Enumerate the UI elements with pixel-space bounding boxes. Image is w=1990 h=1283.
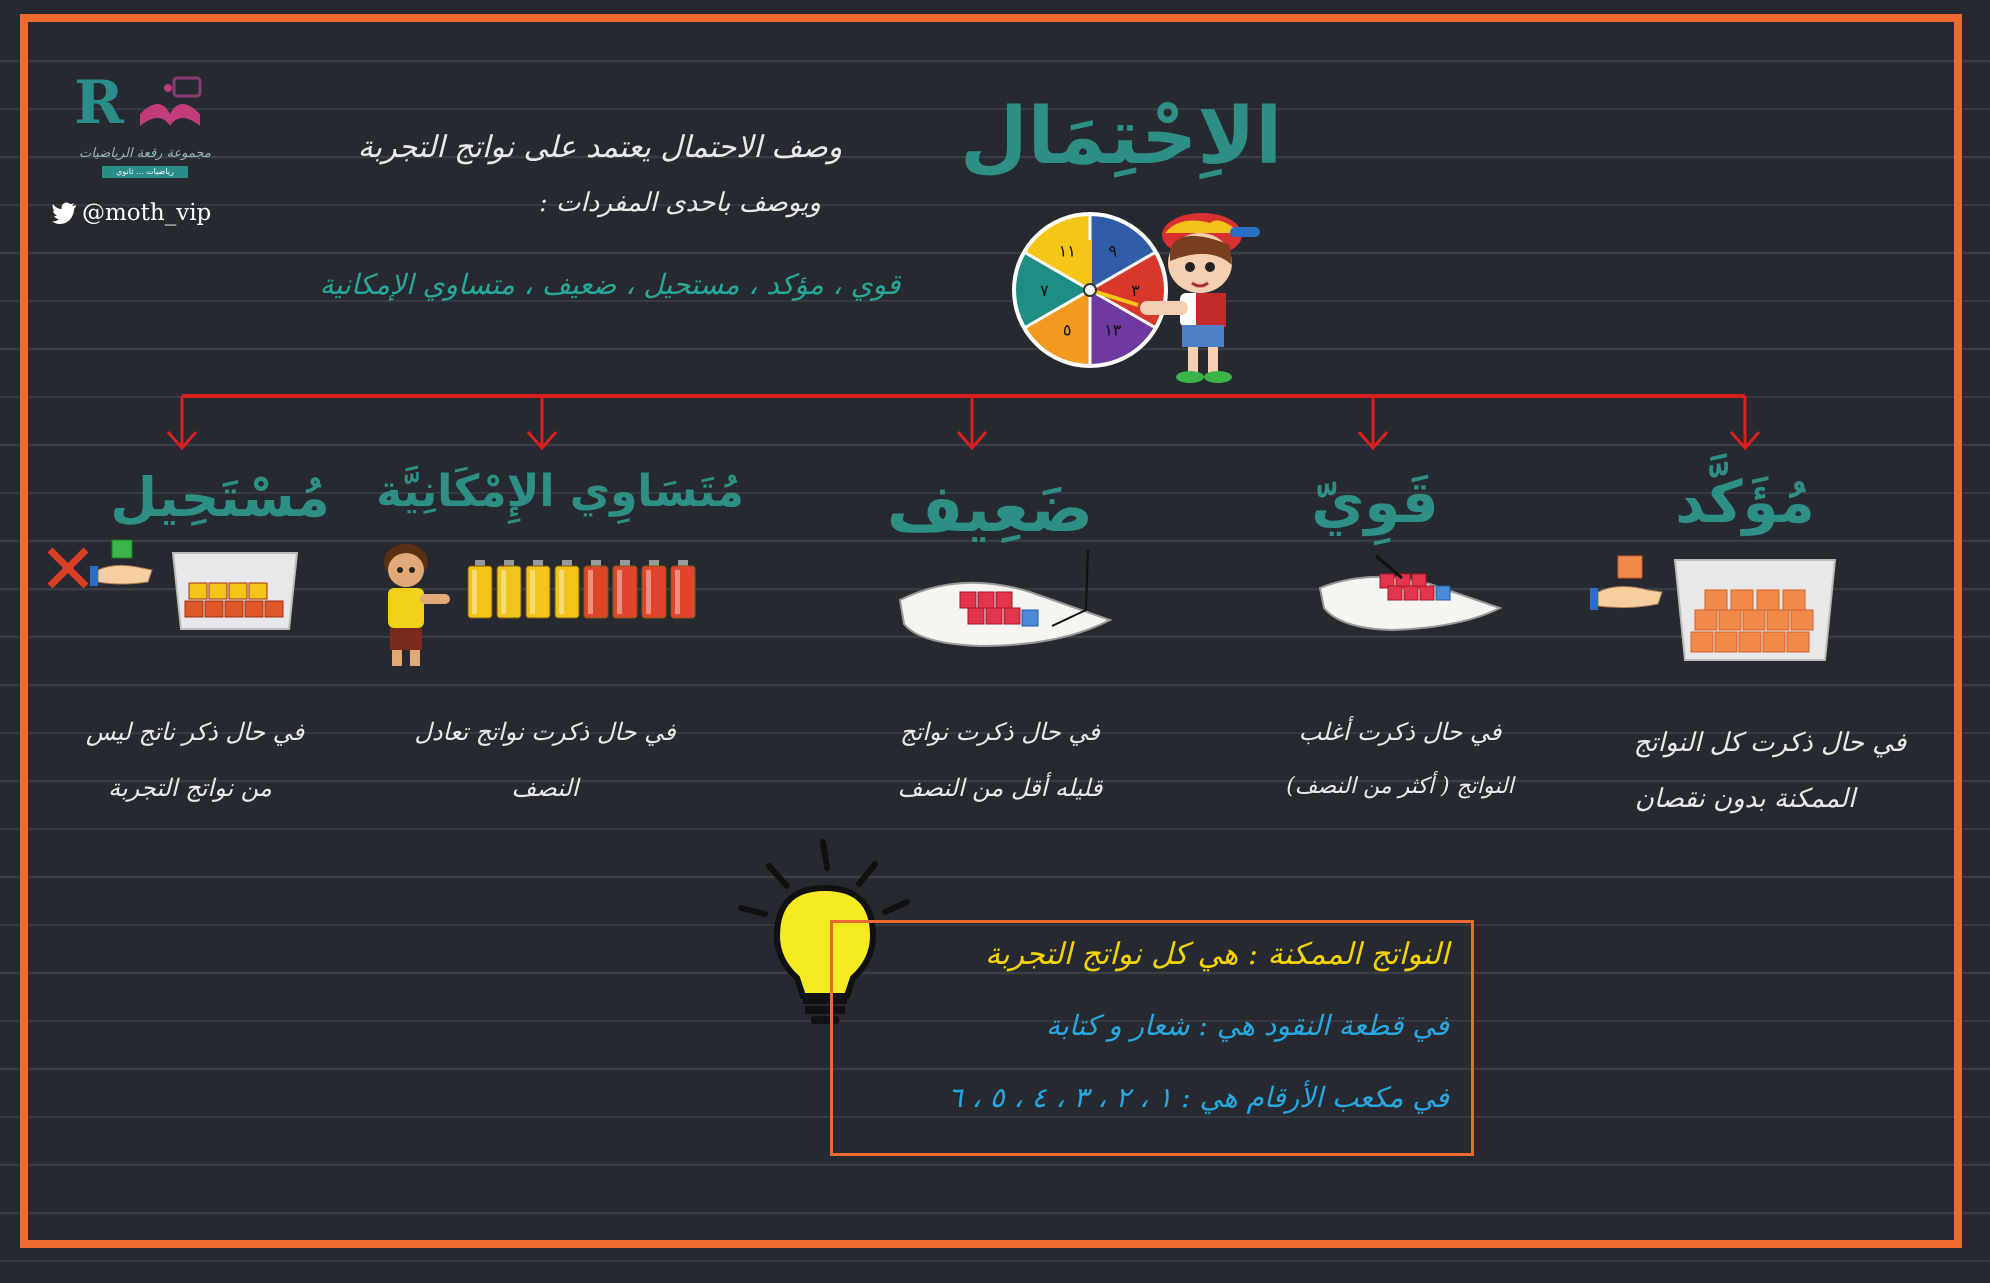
arrow-equal <box>528 396 556 448</box>
certain-hand-cube-icon <box>1588 552 1668 622</box>
twitter-bird-icon <box>52 202 78 224</box>
spinner-sector-label: ٣ <box>1131 281 1140 300</box>
impossible-hand-cube-icon <box>90 536 156 596</box>
category-desc-weak-line2: قليله أقل من النصف <box>897 774 1103 802</box>
battery <box>526 566 550 618</box>
category-desc-certain-line1: في حال ذكرت كل النواتج <box>1633 728 1907 758</box>
certain-bag-image <box>1665 550 1845 670</box>
spinner-sector-label: ٥ <box>1062 320 1072 340</box>
batteries-image <box>464 558 704 622</box>
category-title-equal: مُتَسَاوِي الإِمْكَانِيَّة <box>376 466 744 517</box>
category-desc-certain-line2: الممكنة بدون نقصان <box>1634 784 1856 814</box>
battery <box>555 566 579 618</box>
spinner-sector-label: ١١ <box>1058 241 1076 261</box>
twitter-handle <box>52 200 211 226</box>
weak-hand-cubes-image <box>890 540 1120 670</box>
boy-character-image <box>372 540 452 670</box>
note-line-1: النواتج الممكنة : هي كل نواتج التجربة <box>985 937 1449 972</box>
category-desc-impossible-line2: من نواتج التجربة <box>108 774 272 802</box>
arrow-strong <box>1359 396 1387 448</box>
arrow-certain <box>1731 396 1759 448</box>
category-desc-equal-line1: في حال ذكرت نواتج تعادل <box>414 718 676 746</box>
category-desc-strong-line1: في حال ذكرت أغلب <box>1298 718 1502 746</box>
girl-character-image <box>1140 205 1270 385</box>
strong-hand-cubes-image <box>1310 548 1510 648</box>
x-mark-icon <box>46 546 90 590</box>
battery <box>642 566 666 618</box>
intro-line-2: ويوصف باحدى المفردات : <box>539 188 821 218</box>
spinner-sector-label: ١٣ <box>1104 320 1122 340</box>
battery <box>671 566 695 618</box>
category-title-impossible: مُسْتَحِيل <box>110 466 330 529</box>
logo-badge: رياضيات ... ثانوي <box>102 166 188 178</box>
logo <box>70 68 220 178</box>
note-line-2: في قطعة النقود هي : شعار و كتابة <box>1046 1009 1449 1042</box>
note-line-3: في مكعب الأرقام هي : ١ ، ٢ ، ٣ ، ٤ ، ٥ ، ٦ <box>947 1081 1449 1114</box>
spinner-sector-label: ٩ <box>1108 241 1118 261</box>
category-title-certain: مُؤَكَّد <box>1675 468 1815 536</box>
category-title-strong: قَوِيّ <box>1311 468 1439 536</box>
spinner-sector-label: ٧ <box>1040 281 1049 300</box>
battery <box>468 566 492 618</box>
logo-books-icon <box>130 74 210 134</box>
battery <box>584 566 608 618</box>
category-desc-equal-line2: النصف <box>511 774 579 802</box>
category-title-weak: ضَعِيف <box>886 470 1094 547</box>
note-box <box>830 920 1474 1156</box>
category-desc-weak-line1: في حال ذكرت نواتج <box>900 718 1100 746</box>
logo-letter: R <box>74 68 124 138</box>
terms-list: قوي ، مؤكد ، مستحيل ، ضعيف ، متساوي الإمكانية <box>319 268 901 301</box>
twitter-handle-text: @moth_vip <box>82 200 212 226</box>
arrow-weak <box>958 396 986 448</box>
intro-line-1: وصف الاحتمال يعتمد على نواتج التجربة <box>357 130 843 165</box>
logo-caption: مجموعة رقعة الرياضيات <box>79 146 211 161</box>
arrow-impossible <box>168 396 196 448</box>
page-title: الاِحْتِمَال <box>960 92 1283 182</box>
impossible-bag-image <box>165 545 305 635</box>
category-desc-strong-line2: النواتج ( أكثر من النصف) <box>1286 774 1514 799</box>
battery <box>497 566 521 618</box>
category-desc-impossible-line1: في حال ذكر ناتج ليس <box>85 718 305 746</box>
battery <box>613 566 637 618</box>
